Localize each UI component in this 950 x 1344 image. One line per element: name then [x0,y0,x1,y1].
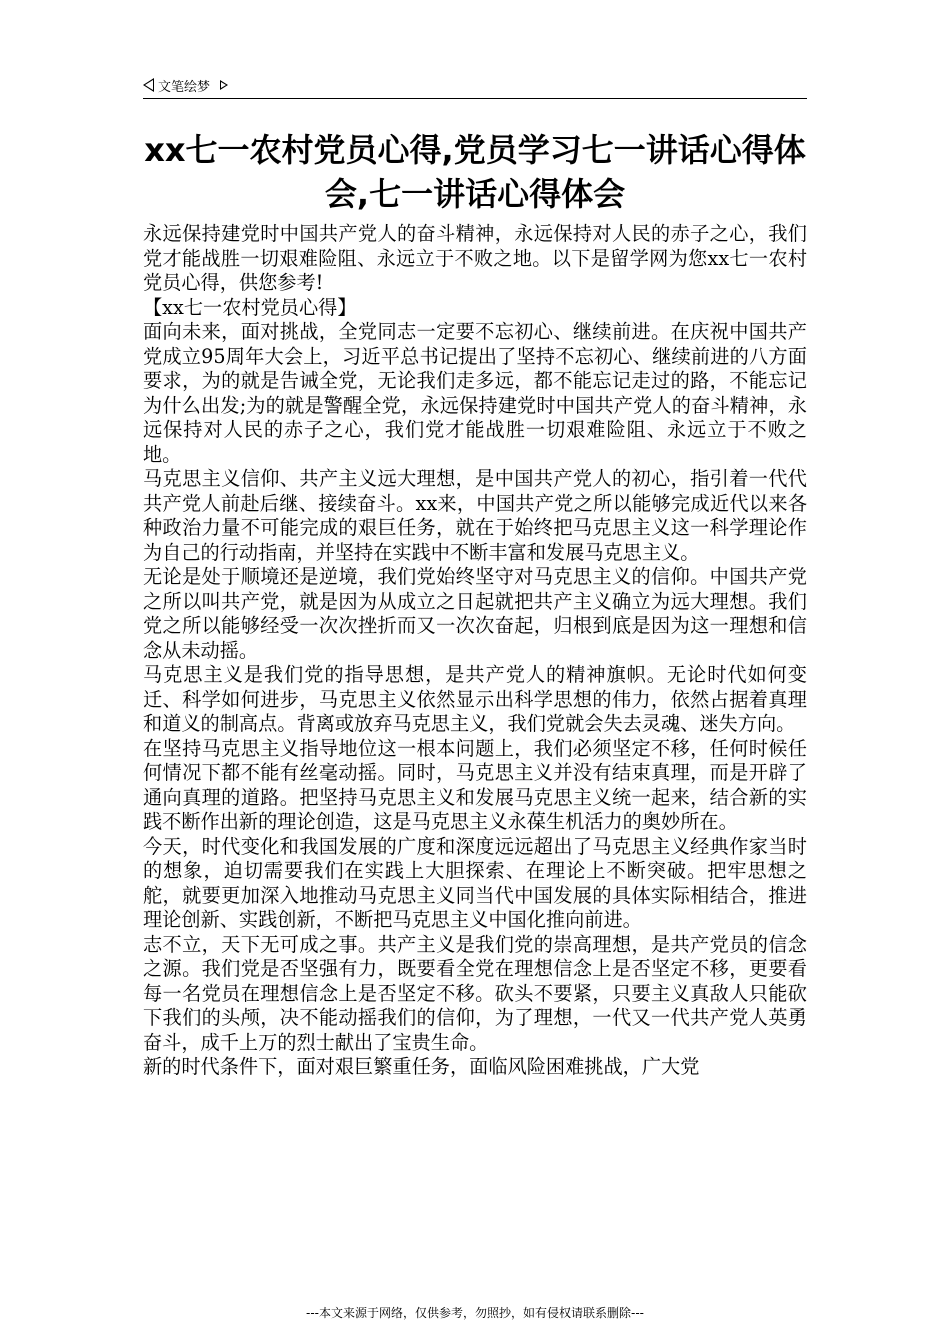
section-heading: 【xx七一农村党员心得】 [143,295,357,319]
page-header [143,72,807,99]
paragraph: 今天，时代变化和我国发展的广度和深度远远超出了马克思主义经典作家当时的想象，迫切需要我们在实践上大胆探索、在理论上不断突破。把牢思想之舵，就要更加深入地推动马克思主义同当代中国发展的具体实际相结合，推进理论创新、实践创新，不断把马克思主义中国化推向前进。 [143,834,807,931]
header-label: 文笔绘梦 [158,79,211,95]
document-body [143,222,807,1080]
paragraph: 志不立，天下无可成之事。共产主义是我们党的崇高理想，是共产党员的信念之源。我们党是否坚强有力，既要看全党在理想信念上是否坚定不移，更要看每一名党员在理想信念上是否坚定不移。砍头不要紧，只要主义真敌人只能砍下我们的头颅，决不能动摇我们的信仰，为了理想，一代又一代共产党人英勇奋斗，成千上万的烈士献出了宝贵生命。 [143,932,807,1054]
triangle-right-icon [220,80,228,90]
document-title: xx七一农村党员心得,党员学习七一讲话心得体会,七一讲话心得体会 [144,131,806,213]
triangle-left-icon [143,78,154,92]
paragraph: 在坚持马克思主义指导地位这一根本问题上，我们必须坚定不移，任何时候任何情况下都不能有丝毫动摇。同时，马克思主义并没有结束真理，而是开辟了通向真理的道路。把坚持马克思主义和发展马克思主义统一起来，结合新的实践不断作出新的理论创造，这是马克思主义永葆生机活力的奥妙所在。 [143,736,807,833]
paragraph: 面向未来，面对挑战，全党同志一定要不忘初心、继续前进。在庆祝中国共产党成立95周年大会上，习近平总书记提出了坚持不忘初心、继续前进的八方面要求，为的就是告诫全党，无论我们走多远，都不能忘记走过的路，不能忘记为什么出发;为的就是警醒全党，永远保持建党时中国共产党人的奋斗精神，永远保持对人民的赤子之心，我们党才能战胜一切艰难险阻、永远立于不败之地。 [143,320,807,466]
paragraph: 马克思主义信仰、共产主义远大理想，是中国共产党人的初心，指引着一代代共产党人前赴后继、接续奋斗。xx来，中国共产党之所以能够完成近代以来各种政治力量不可能完成的艰巨任务，就在于始终把马克思主义这一科学理论作为自己的行动指南，并坚持在实践中不断丰富和发展马克思主义。 [143,467,807,564]
paragraph: 马克思主义是我们党的指导思想，是共产党人的精神旗帜。无论时代如何变迁、科学如何进步，马克思主义依然显示出科学思想的伟力，依然占据着真理和道义的制高点。背离或放弃马克思主义，我们党就会失去灵魂、迷失方向。 [143,663,807,735]
paragraph: 无论是处于顺境还是逆境，我们党始终坚守对马克思主义的信仰。中国共产党之所以叫共产党，就是因为从成立之日起就把共产主义确立为远大理想。我们党之所以能够经受一次次挫折而又一次次奋起，归根到底是因为这一理想和信念从未动摇。 [143,565,807,662]
paragraph: 永远保持建党时中国共产党人的奋斗精神，永远保持对人民的赤子之心，我们党才能战胜一切艰难险阻、永远立于不败之地。以下是留学网为您xx七一农村党员心得，供您参考! [143,222,807,294]
paragraph: 新的时代条件下，面对艰巨繁重任务，面临风险困难挑战，广大党 [143,1055,700,1078]
page-footer: ---本文来源于网络，仅供参考，勿照抄，如有侵权请联系删除--- [306,1306,644,1320]
